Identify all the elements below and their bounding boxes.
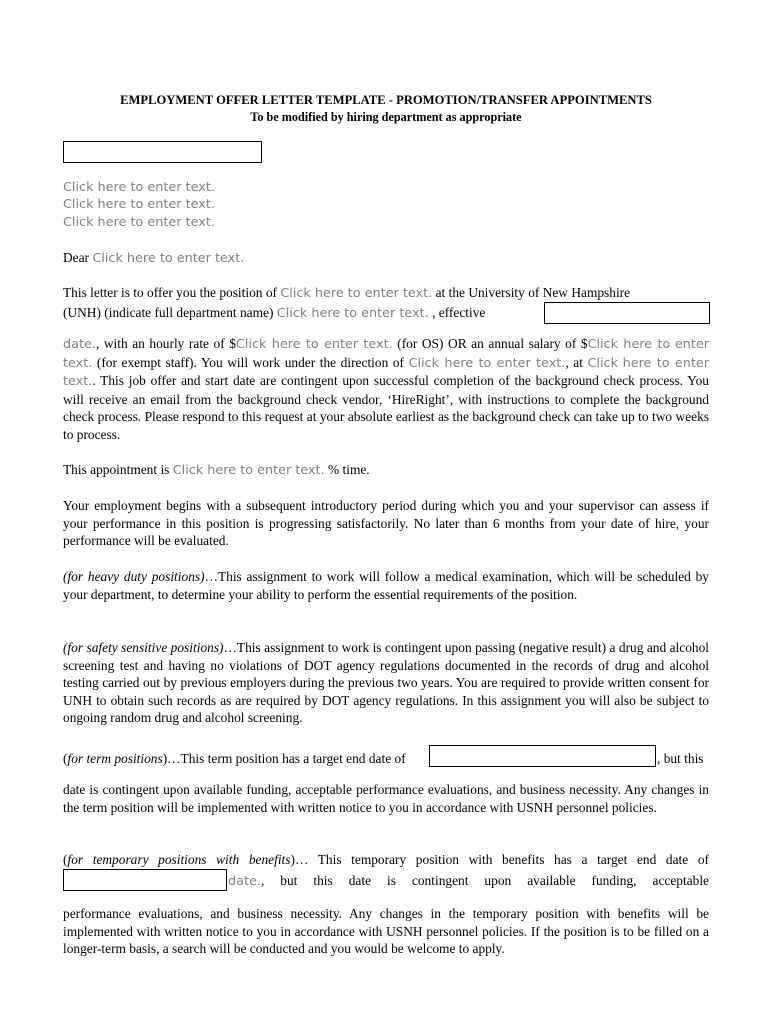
annual-salary-field-cont[interactable]: enter text.: [63, 337, 709, 371]
offer-text: (UNH) (indicate full department name): [63, 305, 277, 320]
safety-label: (for safety sensitive positions): [63, 640, 224, 655]
location-field[interactable]: Click: [587, 355, 619, 371]
temporary-paragraph: performance evaluations, and business necessity. Any changes in the temporary position with benefits will be implemented with written notice to you in accordance with USNH personnel policies. If the position is to be filled on a longer-term basis, a search will be conducted and you would be welcome to apply.: [63, 906, 709, 957]
salutation-prefix: Dear: [63, 250, 93, 265]
appointment-percent-field[interactable]: Click here to enter text.: [172, 463, 325, 478]
address-line-1-field[interactable]: Click here to enter text.: [63, 180, 215, 195]
address-line-3[interactable]: [63, 213, 215, 232]
temporary-open-paren: (: [63, 852, 68, 867]
hourly-rate-field[interactable]: Click here to enter text.: [235, 337, 393, 352]
appointment-line: [63, 461, 370, 480]
offer-text: , at: [565, 354, 588, 370]
term-text: )…This term position has a target end date of: [162, 751, 406, 766]
effective-date-field[interactable]: [544, 302, 710, 324]
address-line-1[interactable]: [63, 178, 215, 197]
temporary-line-1: [63, 851, 709, 869]
offer-letter-document: [63, 0, 709, 1024]
heavy-duty-paragraph: [63, 568, 709, 603]
temporary-text: , but this date is contingent upon available funding, acceptable: [260, 873, 709, 888]
salutation-name-field[interactable]: Click here to enter text.: [92, 251, 245, 266]
annual-salary-field[interactable]: Click here to: [587, 337, 671, 352]
address-line-3-field[interactable]: Click here to enter text.: [63, 215, 215, 230]
temporary-line-2: [228, 872, 709, 891]
offer-text: (for OS) OR an annual salary of $: [392, 336, 588, 351]
document-title: EMPLOYMENT OFFER LETTER TEMPLATE - PROMOTION/TRANSFER APPOINTMENTS: [120, 93, 652, 107]
heavy-duty-text: …This assignment to work will follow a medical examination, which will be scheduled by your department, to determine your ability to perform the essential requirements of the position.: [63, 569, 709, 602]
temporary-date-placeholder[interactable]: date.: [228, 874, 261, 889]
term-end-date-field[interactable]: [429, 745, 656, 767]
salutation: [63, 249, 244, 268]
term-label: for term positions: [67, 751, 163, 766]
offer-line-2: [63, 304, 485, 323]
offer-line-1: [63, 284, 630, 303]
term-open-paren: (: [63, 751, 68, 766]
location-field-cont[interactable]: here to enter text.: [63, 355, 709, 390]
offer-text: (for exempt staff). You will work under the direction of: [92, 354, 409, 370]
offer-text: . This job offer and start date are contingent upon successful completion of the background check process. You will receive an email from the background check vendor, ‘HireRight’, with instructions to complete the background check process. Please respond to this request at your absolute earliest as the background check can take up to two weeks to process.: [63, 373, 709, 442]
appointment-prefix: This appointment is: [63, 462, 173, 477]
term-line-1: [63, 750, 406, 768]
effective-date-placeholder[interactable]: date.: [63, 337, 96, 352]
date-field[interactable]: [63, 141, 262, 163]
temporary-end-date-field[interactable]: [63, 869, 227, 891]
offer-text: , with an hourly rate of $: [95, 336, 236, 351]
temporary-label: for temporary positions with benefits: [67, 852, 291, 867]
supervisor-field[interactable]: Click here to enter text.: [408, 355, 566, 371]
safety-sensitive-paragraph: [63, 639, 709, 727]
address-line-2[interactable]: [63, 195, 215, 214]
offer-paragraph: [63, 335, 709, 444]
offer-text: , effective: [428, 305, 486, 320]
intro-period-paragraph: Your employment begins with a subsequent introductory period during which you and your supervisor can assess if your performance in this position is progressing satisfactorily. No later than 6 months from your date of hire, your performance will be evaluated.: [63, 498, 709, 549]
address-line-2-field[interactable]: Click here to enter text.: [63, 197, 215, 212]
heavy-duty-label: (for heavy duty positions): [63, 569, 205, 584]
term-line-1-end: [657, 750, 704, 768]
document-subtitle: To be modified by hiring department as appropriate: [250, 110, 522, 124]
position-field[interactable]: Click here to enter text.: [280, 286, 433, 301]
temporary-text: )… This temporary position with benefits has a target end date of: [290, 852, 709, 867]
safety-text: …This assignment to work is contingent upon passing (negative result) a drug and alcohol screening test and having no violations of DOT agency regulations documented in the records of drug and alcohol testing carried out by previous employers during the previous two years. You are required to provide written consent for UNH to obtain such records as are required by DOT agency regulations. In this assignment you will also be subject to ongoing random drug and alcohol screening.: [63, 640, 710, 726]
term-paragraph: date is contingent upon available funding, acceptable performance evaluations, and business necessity. Any changes in the term position will be implemented with written notice to you in accordance with USNH personnel policies.: [63, 782, 709, 815]
appointment-suffix: % time.: [324, 462, 370, 477]
offer-text: at the University of New Hampshire: [432, 285, 631, 300]
offer-text: This letter is to offer you the position of: [63, 285, 281, 300]
term-text: , but this: [657, 751, 704, 766]
department-field[interactable]: Click here to enter text.: [276, 306, 429, 321]
